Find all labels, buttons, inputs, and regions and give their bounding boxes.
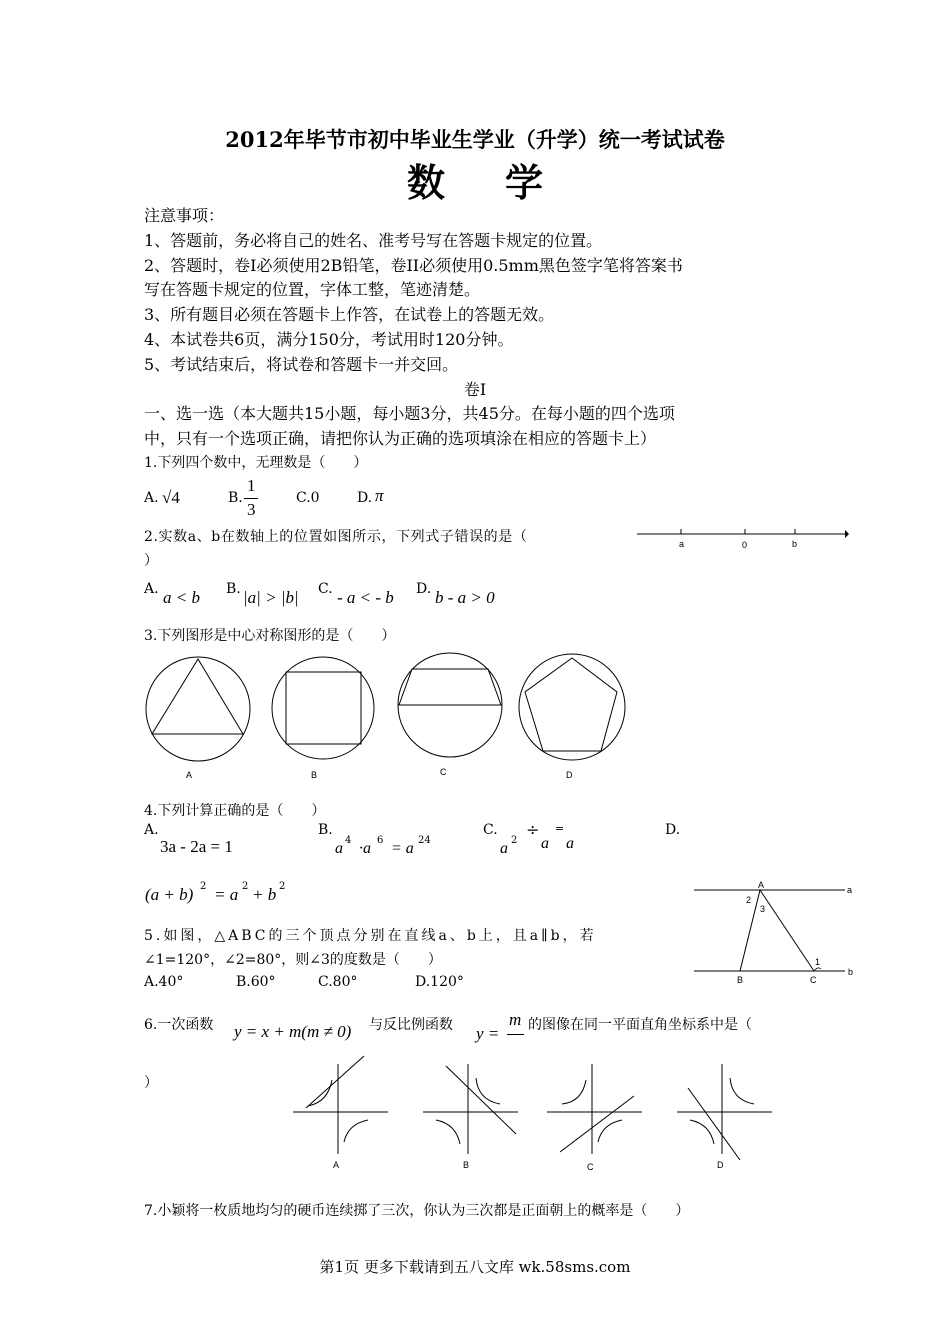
q5-option-c: C.80°: [318, 974, 358, 990]
q3-label-d: D: [566, 770, 573, 780]
axis-label-zero: 0: [742, 540, 748, 550]
q1-option-b-numerator: 1: [247, 476, 256, 495]
q2-option-b-label: B.: [226, 581, 241, 597]
q5-stem-2: ∠1=120°，∠2=80°，则∠3的度数是（ ）: [144, 952, 442, 968]
q6-inverse-numerator: m: [509, 1010, 522, 1029]
q4-option-b-label: B.: [318, 822, 333, 838]
q4-option-d-label: D.: [665, 822, 681, 838]
q3-label-b: B: [311, 770, 318, 780]
q5-figure: [690, 880, 860, 990]
q4-option-d-plus: + b: [252, 885, 277, 904]
q1-option-d-value: π: [375, 486, 384, 505]
q5-label-line-b: b: [848, 967, 854, 977]
q2-option-b-value: |a| > |b|: [243, 588, 299, 607]
section-label: 卷I: [463, 380, 487, 399]
q1-option-b-label: B.: [228, 490, 243, 506]
q3-label-c: C: [440, 767, 447, 777]
subject-title: 数学: [406, 160, 603, 205]
section-instruction: 一、选一选（本大题共15小题，每小题3分，共45分。在每小题的四个选项: [144, 404, 675, 423]
q4-option-c-div: ÷: [526, 820, 540, 839]
q2-option-d-value: b - a > 0: [435, 588, 495, 607]
q6-label-b: B: [463, 1160, 470, 1170]
q4-option-c-label: C.: [483, 822, 498, 838]
q2-option-d-label: D.: [416, 581, 432, 597]
page-footer: 第1页 更多下载请到五八文库 wk.58sms.com: [319, 1258, 631, 1276]
q2-stem: 2.实数a、b在数轴上的位置如图所示，下列式子错误的是（: [144, 529, 528, 545]
q4-option-b-eq: = a: [391, 840, 414, 857]
q1-option-a-value: √4: [162, 488, 180, 507]
q2-option-a-value: a < b: [163, 588, 200, 607]
q5-option-a: A.40°: [144, 974, 184, 990]
notice-item: 4、本试卷共6页，满分150分，考试用时120分钟。: [144, 330, 514, 349]
q6-linear-function: y = x + m(m ≠ 0): [234, 1022, 352, 1041]
q6-graphs: [290, 1060, 780, 1165]
q5-label-vertex-b: B: [737, 975, 744, 985]
q6-label-d: D: [717, 1160, 724, 1170]
q4-option-b-exp2: 6: [377, 835, 384, 846]
q6-stem-pre: 6.一次函数: [144, 1017, 214, 1033]
q2-stem-end: ）: [144, 553, 158, 569]
q5-label-vertex-a: A: [758, 880, 765, 890]
notice-item: 3、所有题目必须在答题卡上作答，在试卷上的答题无效。: [144, 305, 555, 324]
notice-item: 5、考试结束后，将试卷和答题卡一并交回。: [144, 355, 459, 374]
section-instruction: 中，只有一个选项正确，请把你认为正确的选项填涂在相应的答题卡上）: [144, 429, 657, 448]
q2-option-c-label: C.: [318, 581, 333, 597]
fraction-bar: [244, 498, 258, 499]
fraction-bar: [507, 1034, 524, 1035]
axis-label-a: a: [679, 539, 685, 549]
notice-heading: 注意事项：: [144, 206, 225, 225]
q5-label-angle-3: 3: [760, 904, 766, 914]
notice-item: 写在答题卡规定的位置，字体工整，笔迹清楚。: [144, 280, 481, 299]
q6-stem-end: ）: [144, 1075, 158, 1091]
q5-label-vertex-c: C: [810, 975, 817, 985]
q2-option-c-value: - a < - b: [337, 588, 394, 607]
q4-option-a-value: 3a - 2a = 1: [160, 837, 233, 856]
q4-option-d-exp3: 2: [279, 881, 286, 892]
q4-option-b-dot: ·a: [359, 840, 371, 857]
q4-option-c-a1: a: [541, 835, 549, 852]
q5-stem: 5.如图，△ABC的三个顶点分别在直线a、b上，且a∥b，若: [144, 928, 597, 944]
q4-option-c-base: a: [500, 840, 508, 857]
exam-title: 2012年毕节市初中毕业生学业（升学）统一考试试卷: [225, 127, 725, 152]
q4-option-d-lhs: (a + b): [145, 885, 194, 904]
q6-inverse-lhs: y =: [476, 1024, 500, 1043]
q7-stem: 7.小颖将一枚质地均匀的硬币连续掷了三次，你认为三次都是正面朝上的概率是（ ）: [144, 1203, 690, 1219]
q4-option-c-eq: =: [555, 822, 565, 835]
q6-stem-mid: 与反比例函数: [369, 1017, 453, 1033]
q3-label-a: A: [186, 770, 193, 780]
q3-figures: [140, 655, 640, 767]
q4-option-d-exp2: 2: [242, 881, 249, 892]
q4-stem: 4.下列计算正确的是（ ）: [144, 803, 326, 819]
q4-option-b-exp3: 24: [418, 835, 431, 846]
q5-option-d: D.120°: [415, 974, 464, 990]
q4-option-b-base: a: [335, 840, 343, 857]
q4-option-b-exp1: 4: [345, 835, 352, 846]
q1-option-c: C.0: [296, 490, 320, 506]
notice-item: 2、答题时，卷I必须使用2B铅笔，卷II必须使用0.5mm黑色签字笔将答案书: [144, 256, 683, 275]
q4-option-d-exp1: 2: [200, 881, 207, 892]
q2-option-a-label: A.: [144, 581, 159, 597]
q4-option-c-a2: a: [566, 835, 574, 852]
q6-label-a: A: [333, 1160, 340, 1170]
q6-label-c: C: [587, 1162, 594, 1172]
q4-option-d-eq: = a: [214, 885, 239, 904]
q3-stem: 3.下列图形是中心对称图形的是（ ）: [144, 628, 396, 644]
q1-stem: 1.下列四个数中，无理数是（ ）: [144, 455, 368, 471]
q4-option-a-label: A.: [144, 822, 159, 838]
q1-option-d-label: D.: [357, 490, 373, 506]
q1-option-b-denominator: 3: [247, 500, 256, 519]
q5-label-angle-2: 2: [746, 895, 752, 905]
q6-stem-post: 的图像在同一平面直角坐标系中是（: [528, 1017, 752, 1033]
q4-option-c-exp: 2: [511, 835, 518, 846]
q1-option-a-label: A.: [144, 490, 159, 506]
q5-label-angle-1: 1: [815, 957, 821, 967]
q5-label-line-a: a: [847, 885, 853, 895]
notice-item: 1、答题前，务必将自己的姓名、准考号写在答题卡规定的位置。: [144, 231, 603, 250]
axis-label-b: b: [792, 539, 798, 549]
q5-option-b: B.60°: [236, 974, 276, 990]
